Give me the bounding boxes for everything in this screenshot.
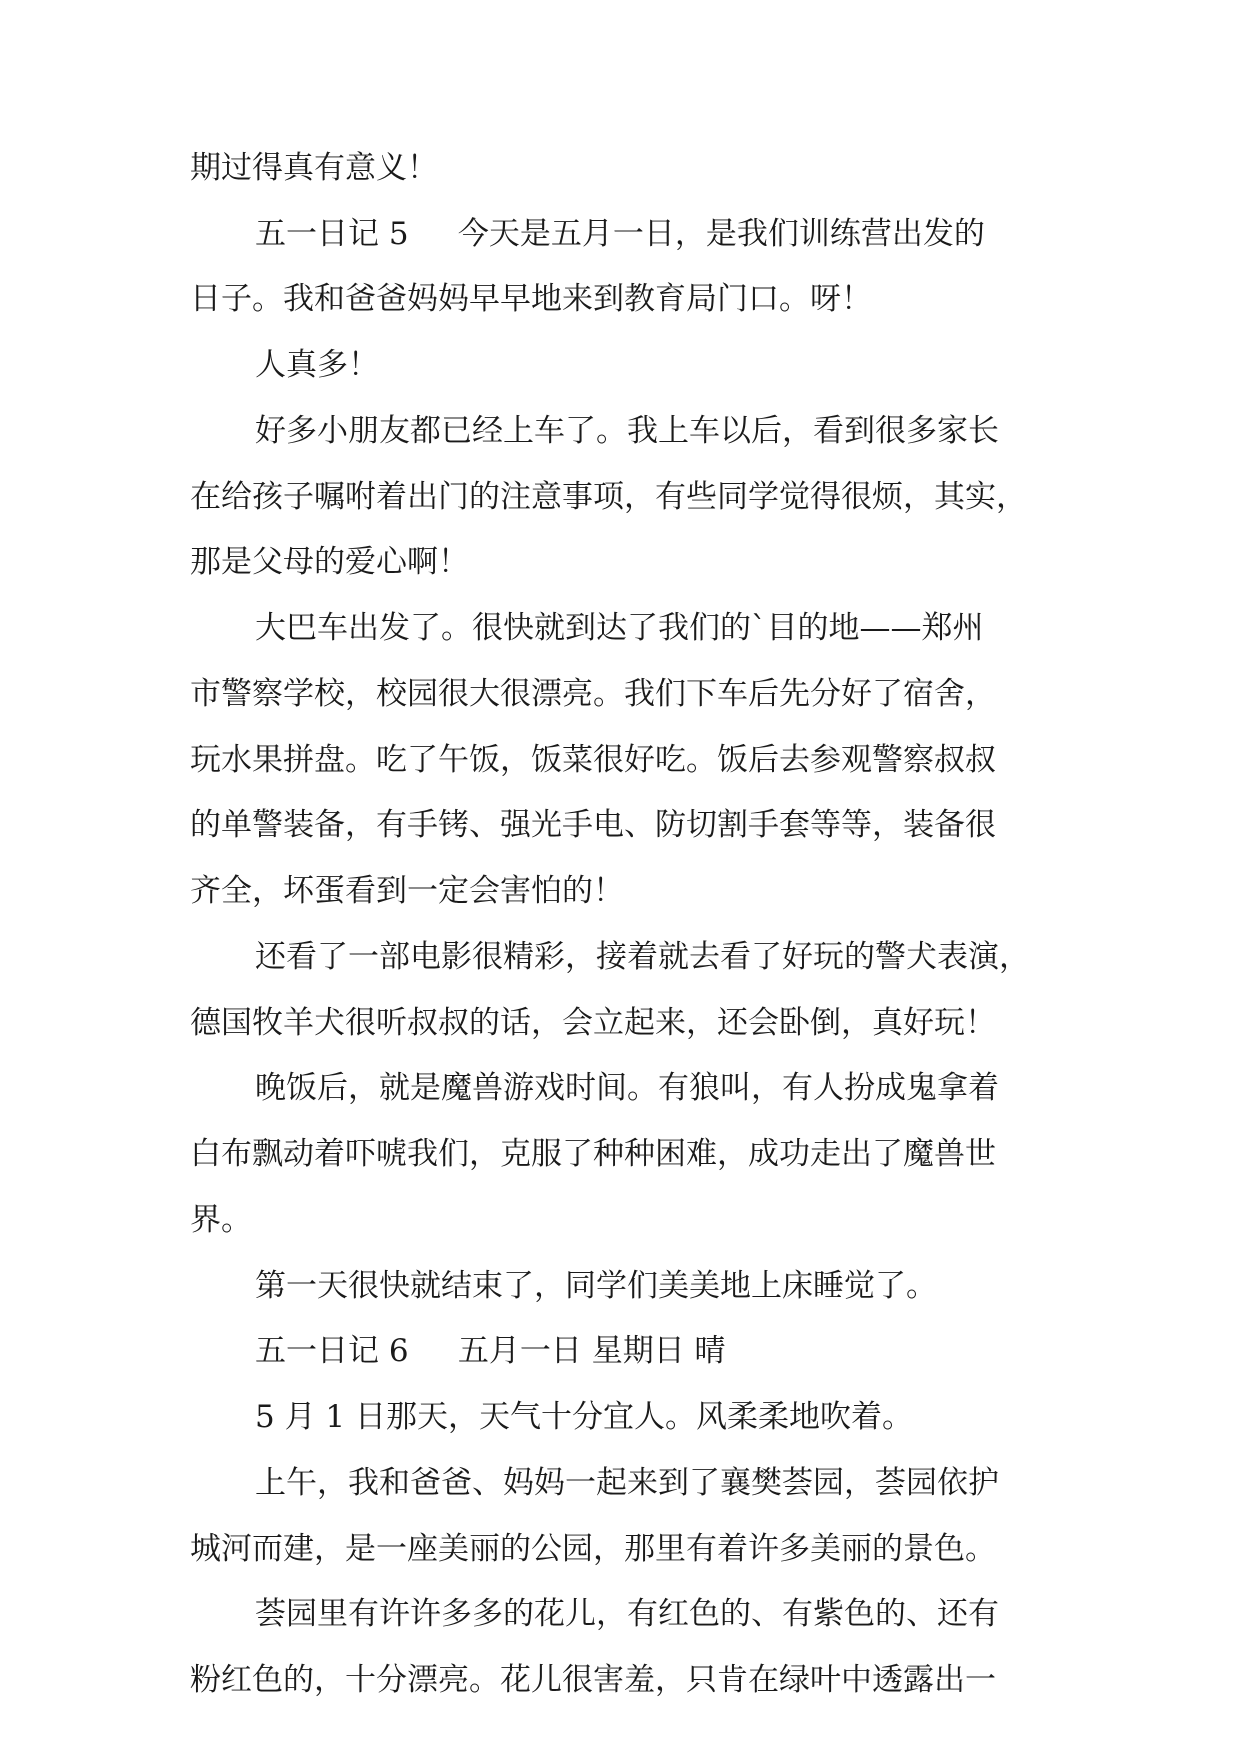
text-line: 大巴车出发了。很快就到达了我们的`目的地——郑州 [255, 610, 984, 646]
text-line: 晚饭后，就是魔兽游戏时间。有狼叫，有人扮成鬼拿着 [255, 1070, 999, 1106]
text-line: 第一天很快就结束了，同学们美美地上床睡觉了。 [255, 1268, 937, 1304]
text-line: 日子。我和爸爸妈妈早早地来到教育局门口。呀！ [190, 281, 872, 317]
text-line: 上午，我和爸爸、妈妈一起来到了襄樊荟园，荟园依护 [255, 1465, 999, 1501]
diary-heading-6: 五一日记 6 五月一日 星期日 晴 [255, 1333, 726, 1369]
text-line: 粉红色的，十分漂亮。花儿很害羞，只肯在绿叶中透露出一 [190, 1662, 996, 1698]
text-line: 在给孩子嘱咐着出门的注意事项，有些同学觉得很烦，其实， [190, 479, 1027, 515]
text-line: 齐全，坏蛋看到一定会害怕的！ [190, 873, 624, 909]
text-line: 5 月 1 日那天，天气十分宜人。风柔柔地吹着。 [255, 1399, 914, 1435]
text-line: 德国牧羊犬很听叔叔的话，会立起来，还会卧倒，真好玩！ [190, 1005, 996, 1041]
text-line: 玩水果拼盘。吃了午饭，饭菜很好吃。饭后去参观警察叔叔 [190, 742, 996, 778]
text-line: 市警察学校，校园很大很漂亮。我们下车后先分好了宿舍， [190, 676, 996, 712]
text-line: 白布飘动着吓唬我们，克服了种种困难，成功走出了魔兽世 [190, 1136, 996, 1172]
diary-heading-5: 五一日记 5 今天是五月一日，是我们训练营出发的 [255, 216, 985, 252]
text-line: 人真多！ [255, 347, 379, 383]
text-line: 还看了一部电影很精彩，接着就去看了好玩的警犬表演， [255, 939, 1030, 975]
text-line: 的单警装备，有手铐、强光手电、防切割手套等等，装备很 [190, 807, 996, 843]
text-line: 荟园里有许许多多的花儿，有红色的、有紫色的、还有 [255, 1596, 999, 1632]
text-line: 好多小朋友都已经上车了。我上车以后，看到很多家长 [255, 413, 999, 449]
text-line: 城河而建，是一座美丽的公园，那里有着许多美丽的景色。 [190, 1531, 996, 1567]
text-line: 那是父母的爱心啊！ [190, 544, 469, 580]
text-line: 期过得真有意义！ [190, 150, 438, 186]
text-line: 界。 [190, 1202, 252, 1238]
